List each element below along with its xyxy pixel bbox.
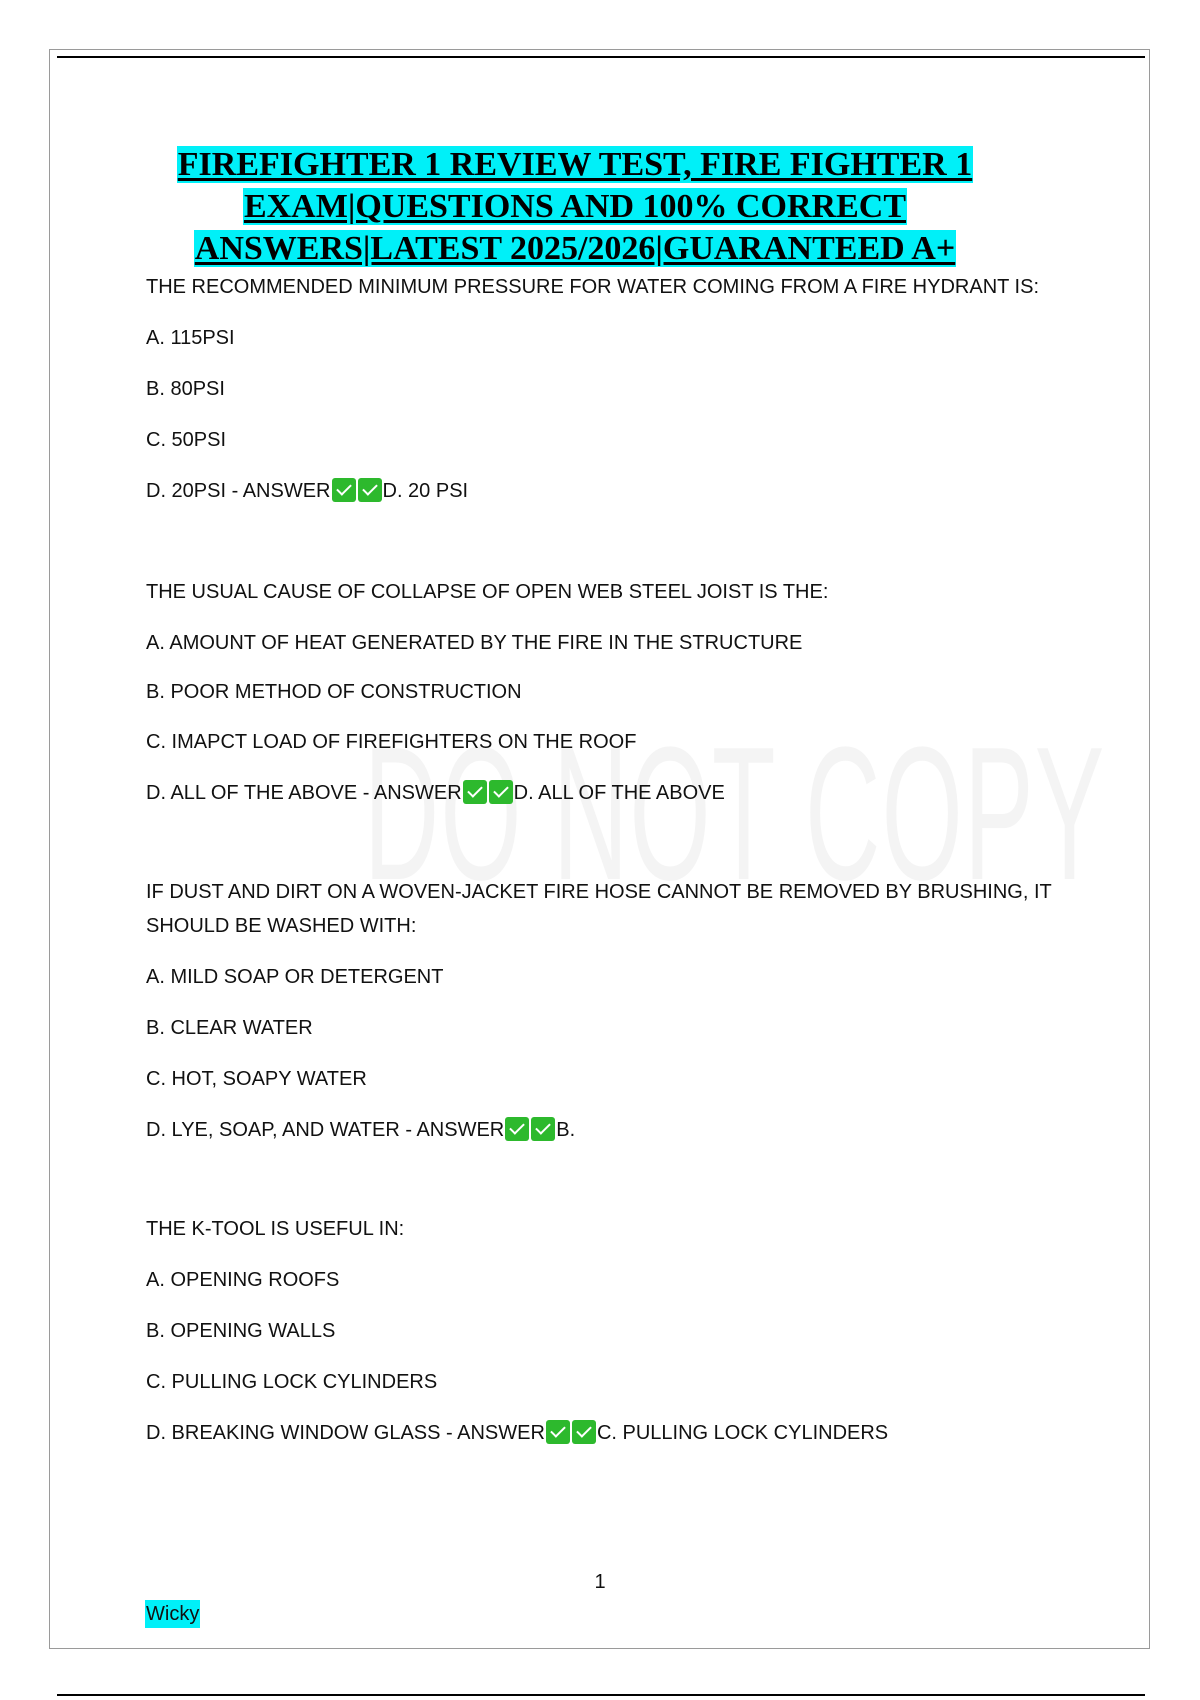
- option-a: A. OPENING ROOFS: [146, 1269, 340, 1291]
- check-icon: [546, 1420, 570, 1444]
- option-d: D. BREAKING WINDOW GLASS - ANSWER: [146, 1422, 545, 1444]
- questions-content: [146, 270, 1066, 1467]
- check-icon: [332, 478, 356, 502]
- correct-answer: C. PULLING LOCK CYLINDERS: [596, 1422, 889, 1444]
- option-a: A. AMOUNT OF HEAT GENERATED BY THE FIRE IN THE STRUCTURE: [146, 632, 803, 654]
- check-icon: [531, 1117, 555, 1141]
- option-d: D. LYE, SOAP, AND WATER - ANSWER: [146, 1119, 505, 1141]
- question-block: [146, 575, 1066, 810]
- option-c: C. 50PSI: [146, 429, 227, 451]
- option-b: B. POOR METHOD OF CONSTRUCTION: [146, 681, 522, 703]
- check-icon: [505, 1117, 529, 1141]
- option-d: D. ALL OF THE ABOVE - ANSWER: [146, 782, 462, 804]
- correct-answer: D. ALL OF THE ABOVE: [513, 782, 725, 804]
- option-d-answer-line: [146, 1113, 1066, 1147]
- option-d: D. 20PSI - ANSWER: [146, 480, 331, 502]
- page-number: 1: [594, 1571, 606, 1593]
- question-text: THE USUAL CAUSE OF COLLAPSE OF OPEN WEB STEEL JOIST IS THE:: [146, 581, 829, 603]
- option-b: B. 80PSI: [146, 378, 225, 400]
- question-block: [146, 875, 1066, 1147]
- question-text: THE K-TOOL IS USEFUL IN:: [146, 1218, 405, 1240]
- question-block: [146, 270, 1066, 508]
- question-text: IF DUST AND DIRT ON A WOVEN-JACKET FIRE HOSE CANNOT BE REMOVED BY BRUSHING, IT SHOULD BE WASHED WITH:: [146, 881, 1052, 937]
- check-icon: [358, 478, 382, 502]
- option-c: C. IMAPCT LOAD OF FIREFIGHTERS ON THE ROOF: [146, 731, 637, 753]
- check-icon: [572, 1420, 596, 1444]
- option-a: A. MILD SOAP OR DETERGENT: [146, 966, 444, 988]
- document-title: [145, 144, 1005, 270]
- title-line: ANSWERS|LATEST 2025/2026|GUARANTEED A+: [194, 230, 956, 267]
- author-label: Wicky: [145, 1600, 200, 1628]
- correct-answer: B.: [556, 1119, 576, 1141]
- title-line: EXAM|QUESTIONS AND 100% CORRECT: [243, 188, 907, 225]
- title-line: FIREFIGHTER 1 REVIEW TEST, FIRE FIGHTER 1: [177, 146, 973, 183]
- question-block: [146, 1212, 1066, 1450]
- option-c: C. PULLING LOCK CYLINDERS: [146, 1371, 438, 1393]
- option-c: C. HOT, SOAPY WATER: [146, 1068, 367, 1090]
- option-d-answer-line: [146, 474, 1066, 508]
- option-d-answer-line: [146, 776, 1066, 810]
- question-text: THE RECOMMENDED MINIMUM PRESSURE FOR WATER COMING FROM A FIRE HYDRANT IS:: [146, 276, 1039, 298]
- check-icon: [489, 780, 513, 804]
- option-d-answer-line: [146, 1416, 1066, 1450]
- option-a: A. 115PSI: [146, 327, 235, 349]
- option-b: B. CLEAR WATER: [146, 1017, 313, 1039]
- check-icon: [463, 780, 487, 804]
- bottom-rule: [57, 1694, 1145, 1696]
- option-b: B. OPENING WALLS: [146, 1320, 336, 1342]
- top-rule: [57, 56, 1145, 58]
- correct-answer: D. 20 PSI: [382, 480, 469, 502]
